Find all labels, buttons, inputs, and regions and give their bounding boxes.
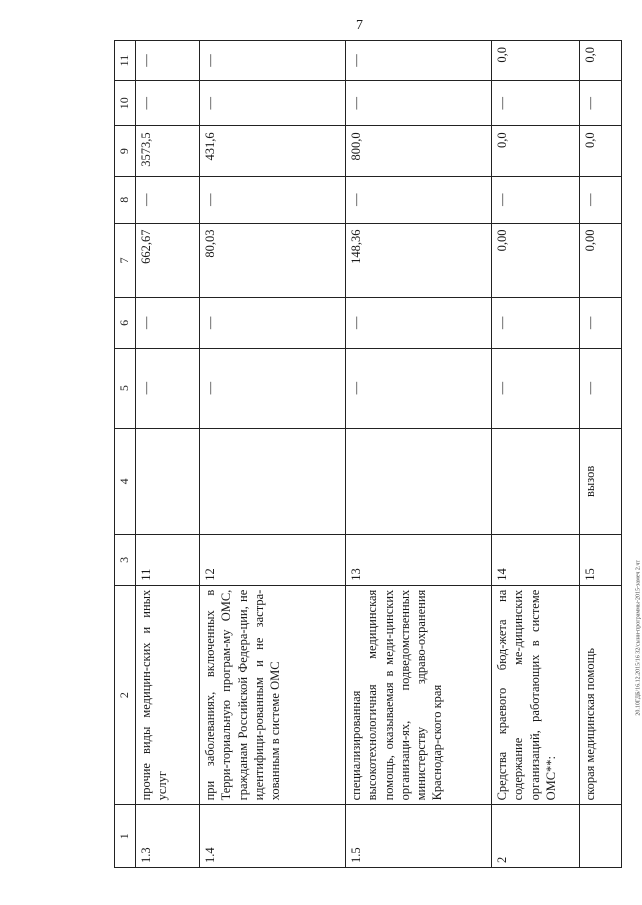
cell-col6: — xyxy=(492,298,580,349)
row-code: 13 xyxy=(346,535,492,586)
table-row xyxy=(136,41,200,868)
row-code: 11 xyxy=(136,535,200,586)
row-unit: вызов xyxy=(580,428,622,535)
row-number: 1.4 xyxy=(200,805,346,868)
cell-col8: — xyxy=(492,176,580,223)
cell-col7: 80,03 xyxy=(200,223,346,298)
rotated-table-wrapper xyxy=(114,40,600,868)
cell-col10: — xyxy=(200,81,346,126)
header-cell: 4 xyxy=(115,428,136,535)
header-cell: 6 xyxy=(115,298,136,349)
row-unit xyxy=(136,428,200,535)
row-number: 2 xyxy=(492,805,580,868)
header-cell: 3 xyxy=(115,535,136,586)
header-cell: 5 xyxy=(115,348,136,428)
header-cell: 1 xyxy=(115,805,136,868)
row-unit xyxy=(492,428,580,535)
row-code: 12 xyxy=(200,535,346,586)
cell-col11: — xyxy=(136,41,200,81)
cell-col10: — xyxy=(136,81,200,126)
cell-col11: — xyxy=(200,41,346,81)
cell-col9: 431,6 xyxy=(200,126,346,177)
row-name: Средства краевого бюд-жета на содержание ме-дицинских организаций, работающих в системе ОМС**: xyxy=(492,585,580,805)
header-cell: 7 xyxy=(115,223,136,298)
cell-col5: — xyxy=(136,348,200,428)
cell-col6: — xyxy=(136,298,200,349)
row-code: 14 xyxy=(492,535,580,586)
row-number: 1.3 xyxy=(136,805,200,868)
cell-col9: 0,0 xyxy=(580,126,622,177)
cell-col11: 0,0 xyxy=(492,41,580,81)
row-name: специализированная высокотехнологичная медицинская помощь, оказываемая в меди-цинских организаци-ях, подведомственных министерству здраво-охранения Краснодар-ского края xyxy=(346,585,492,805)
cell-col8: — xyxy=(346,176,492,223)
cell-col8: — xyxy=(136,176,200,223)
row-code: 15 xyxy=(580,535,622,586)
table-row xyxy=(580,41,622,868)
header-cell: 10 xyxy=(115,81,136,126)
cell-col5: — xyxy=(580,348,622,428)
cell-col5: — xyxy=(346,348,492,428)
cell-col10: — xyxy=(580,81,622,126)
document-footer-code: 20.10ГДБ/16.12.2015/16 32/сыни-программы-2015-замеч 2.чт xyxy=(636,560,642,716)
cell-col10: — xyxy=(346,81,492,126)
cell-col5: — xyxy=(492,348,580,428)
cell-col9: 800,0 xyxy=(346,126,492,177)
row-unit xyxy=(200,428,346,535)
header-cell: 11 xyxy=(115,41,136,81)
cell-col9: 0,0 xyxy=(492,126,580,177)
cell-col6: — xyxy=(200,298,346,349)
cell-col6: — xyxy=(346,298,492,349)
row-number: 1.5 xyxy=(346,805,492,868)
cell-col11: — xyxy=(346,41,492,81)
cell-col7: 0,00 xyxy=(580,223,622,298)
cell-col5: — xyxy=(200,348,346,428)
row-name: при заболеваниях, включенных в Терри-ториальную програм-му ОМС, гражданам Российской Федера-ции, не идентифици-рованным и не застра-хованным в системе ОМС xyxy=(200,585,346,805)
cell-col10: — xyxy=(492,81,580,126)
table-row xyxy=(492,41,580,868)
header-cell: 2 xyxy=(115,585,136,805)
row-number xyxy=(580,805,622,868)
financing-table xyxy=(114,40,622,868)
cell-col8: — xyxy=(200,176,346,223)
header-row xyxy=(115,41,136,868)
page-number: 7 xyxy=(356,18,363,33)
table-row xyxy=(346,41,492,868)
header-cell: 8 xyxy=(115,176,136,223)
cell-col7: 148,36 xyxy=(346,223,492,298)
cell-col8: — xyxy=(580,176,622,223)
cell-col7: 662,67 xyxy=(136,223,200,298)
row-name: прочие виды медицин-ских и иных услуг xyxy=(136,585,200,805)
cell-col11: 0,0 xyxy=(580,41,622,81)
row-unit xyxy=(346,428,492,535)
table-row xyxy=(200,41,346,868)
cell-col9: 3573,5 xyxy=(136,126,200,177)
header-cell: 9 xyxy=(115,126,136,177)
row-name: скорая медицинская помощь xyxy=(580,585,622,805)
cell-col7: 0,00 xyxy=(492,223,580,298)
cell-col6: — xyxy=(580,298,622,349)
